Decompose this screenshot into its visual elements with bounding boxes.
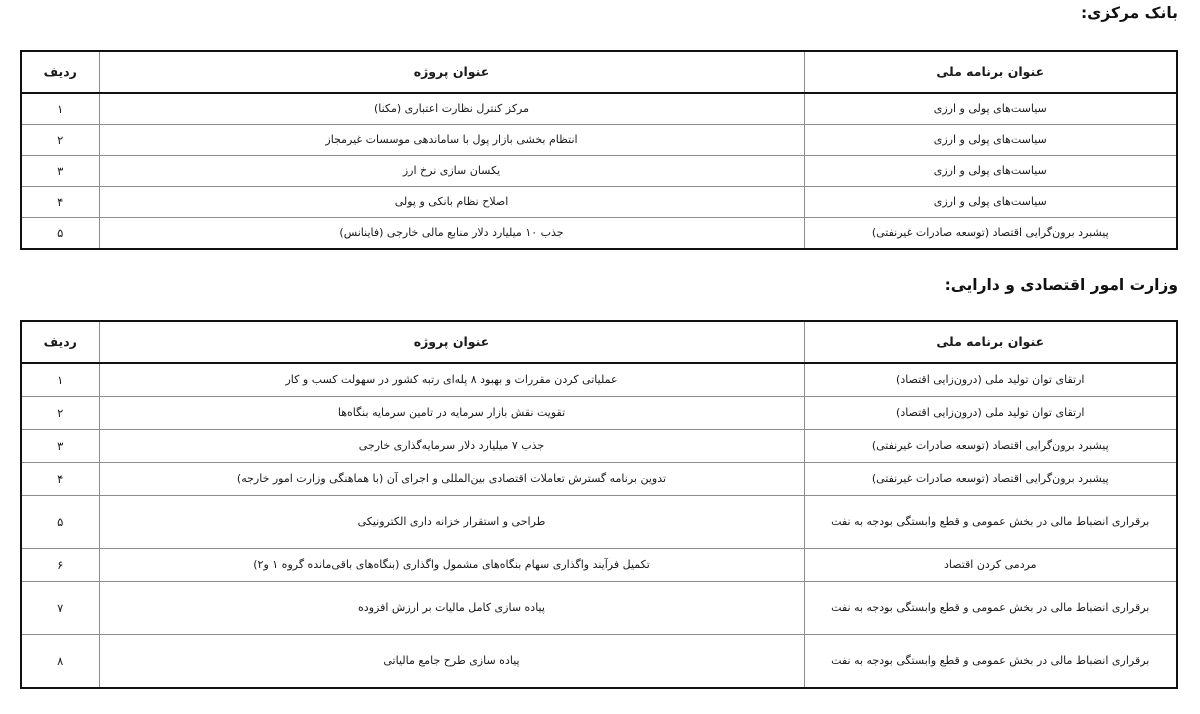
cell-project: جذب ۷ میلیارد دلار سرمایه‌گذاری خارجی	[99, 430, 804, 463]
cell-rownum: ۳	[21, 430, 99, 463]
cell-rownum: ۲	[21, 125, 99, 156]
cell-program: مردمی کردن اقتصاد	[804, 549, 1177, 582]
cell-project: طراحی و استقرار خزانه داری الکترونیکی	[99, 496, 804, 549]
table-row	[21, 430, 1177, 463]
cell-project: جذب ۱۰ میلیارد دلار منابع مالی خارجی (فاینانس)	[99, 218, 804, 250]
cell-program: سیاست‌های پولی و ارزی	[804, 93, 1177, 125]
table-row	[21, 218, 1177, 250]
table-body-central-bank	[21, 93, 1177, 249]
cell-program: سیاست‌های پولی و ارزی	[804, 187, 1177, 218]
section-heading-central-bank: بانک مرکزی:	[1080, 4, 1178, 22]
table-row	[21, 582, 1177, 635]
table-header-row	[21, 51, 1177, 93]
cell-project: یکسان سازی نرخ ارز	[99, 156, 804, 187]
table-row	[21, 93, 1177, 125]
cell-program: سیاست‌های پولی و ارزی	[804, 156, 1177, 187]
cell-rownum: ۷	[21, 582, 99, 635]
cell-rownum: ۱	[21, 93, 99, 125]
table-row	[21, 363, 1177, 397]
cell-project: عملیاتی کردن مقررات و بهبود ۸ پله‌ای رتبه کشور در سهولت کسب و کار	[99, 363, 804, 397]
cell-project: پیاده سازی طرح جامع مالیاتی	[99, 635, 804, 689]
cell-program: پیشبرد برون‌گرایی اقتصاد (توسعه صادرات غیرنفتی)	[804, 430, 1177, 463]
cell-rownum: ۴	[21, 187, 99, 218]
column-header-project: عنوان پروژه	[99, 321, 804, 363]
table-row	[21, 397, 1177, 430]
cell-program: پیشبرد برون‌گرایی اقتصاد (توسعه صادرات غیرنفتی)	[804, 218, 1177, 250]
table-row	[21, 187, 1177, 218]
cell-rownum: ۴	[21, 463, 99, 496]
table-row	[21, 463, 1177, 496]
cell-project: اصلاح نظام بانکی و پولی	[99, 187, 804, 218]
cell-program: برقراری انضباط مالی در بخش عمومی و قطع وابستگی بودجه به نفت	[804, 496, 1177, 549]
table-row	[21, 125, 1177, 156]
cell-rownum: ۵	[21, 496, 99, 549]
cell-rownum: ۱	[21, 363, 99, 397]
column-header-program: عنوان برنامه ملی	[804, 51, 1177, 93]
column-header-program: عنوان برنامه ملی	[804, 321, 1177, 363]
cell-rownum: ۵	[21, 218, 99, 250]
table-header-economy-ministry	[21, 321, 1177, 363]
cell-program: ارتقای توان تولید ملی (درون‌زایی اقتصاد)	[804, 363, 1177, 397]
column-header-project: عنوان پروژه	[99, 51, 804, 93]
cell-rownum: ۳	[21, 156, 99, 187]
table-header-row	[21, 321, 1177, 363]
section-heading-economy-ministry: وزارت امور اقتصادی و دارایی:	[944, 276, 1178, 294]
cell-program: ارتقای توان تولید ملی (درون‌زایی اقتصاد)	[804, 397, 1177, 430]
table-economy-ministry	[20, 320, 1178, 689]
cell-project: پیاده سازی کامل مالیات بر ارزش افزوده	[99, 582, 804, 635]
table-row	[21, 635, 1177, 689]
cell-rownum: ۶	[21, 549, 99, 582]
column-header-rownum: ردیف	[21, 321, 99, 363]
table-header-central-bank	[21, 51, 1177, 93]
cell-project: تکمیل فرآیند واگذاری سهام بنگاه‌های مشمول واگذاری (بنگاه‌های باقی‌مانده گروه ۱ و۲)	[99, 549, 804, 582]
table-body-economy-ministry	[21, 363, 1177, 688]
column-header-rownum: ردیف	[21, 51, 99, 93]
cell-program: برقراری انضباط مالی در بخش عمومی و قطع وابستگی بودجه به نفت	[804, 635, 1177, 689]
table-central-bank	[20, 50, 1178, 250]
cell-program: سیاست‌های پولی و ارزی	[804, 125, 1177, 156]
cell-program: برقراری انضباط مالی در بخش عمومی و قطع وابستگی بودجه به نفت	[804, 582, 1177, 635]
cell-rownum: ۲	[21, 397, 99, 430]
cell-project: تدوین برنامه گسترش تعاملات اقتصادی بین‌المللی و اجرای آن (با هماهنگی وزارت امور خارجه)	[99, 463, 804, 496]
table-row	[21, 549, 1177, 582]
cell-project: انتظام بخشی بازار پول با ساماندهی موسسات غیرمجاز	[99, 125, 804, 156]
cell-project: تقویت نقش بازار سرمایه در تامین سرمایه بنگاه‌ها	[99, 397, 804, 430]
cell-rownum: ۸	[21, 635, 99, 689]
table-row	[21, 156, 1177, 187]
table-row	[21, 496, 1177, 549]
cell-project: مرکز کنترل نظارت اعتباری (مکنا)	[99, 93, 804, 125]
cell-program: پیشبرد برون‌گرایی اقتصاد (توسعه صادرات غیرنفتی)	[804, 463, 1177, 496]
